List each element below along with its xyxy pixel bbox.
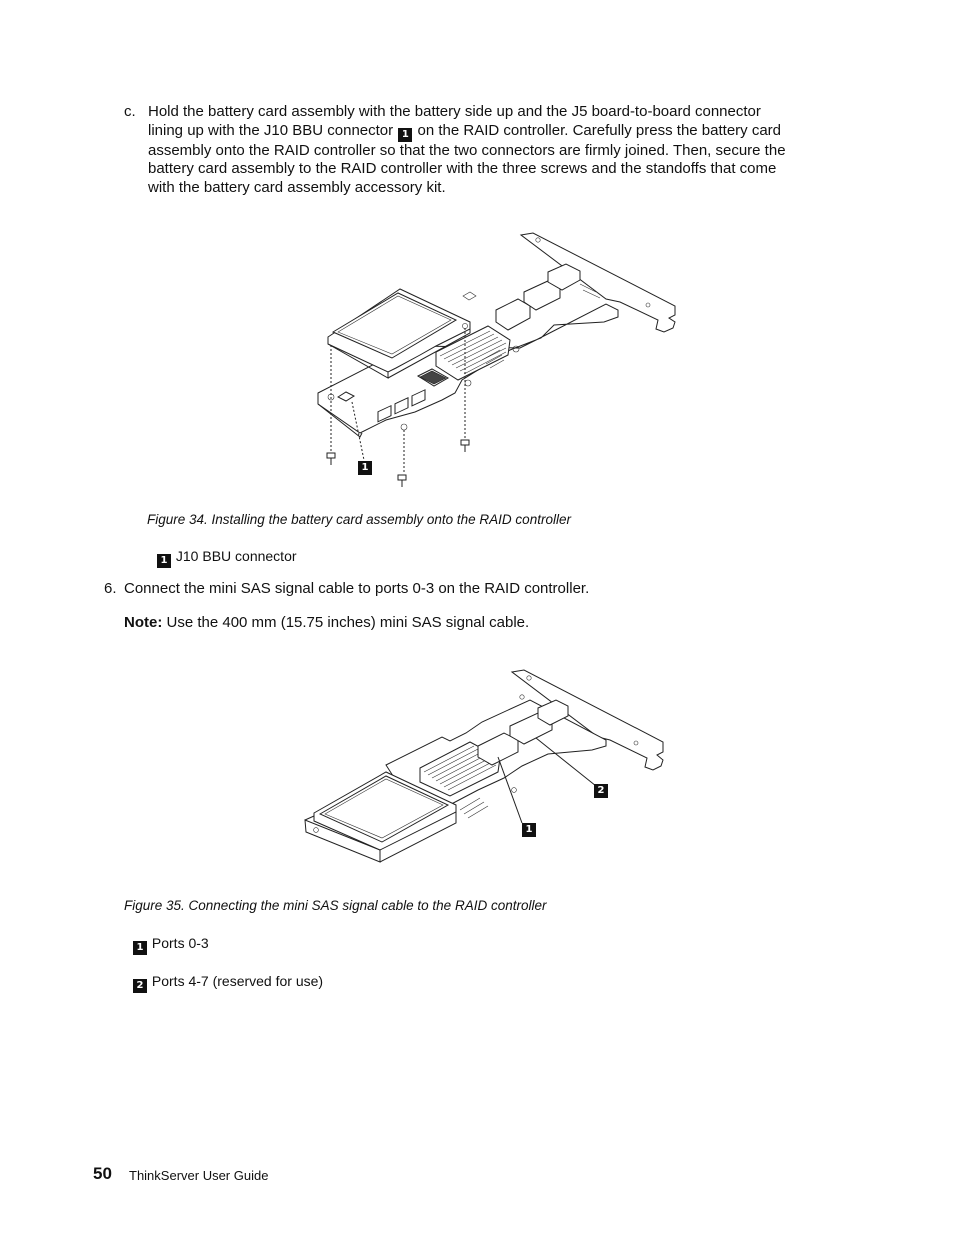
figure-35-callout-1: 1 — [522, 823, 536, 837]
step-6-marker: 6. — [104, 580, 117, 597]
legend-badge-2: 2 — [133, 979, 147, 993]
figure-34-caption: Figure 34. Installing the battery card assembly onto the RAID controller — [147, 512, 571, 527]
figure-35-legend-item-2 — [132, 973, 323, 993]
legend-badge-1: 1 — [133, 941, 147, 955]
step-c-line-4: battery card assembly to the RAID controller with the three screws and the standoffs that come — [148, 160, 777, 178]
step-6-text: Connect the mini SAS signal cable to ports 0-3 on the RAID controller. — [124, 580, 590, 597]
legend-text-2: Ports 4-7 (reserved for use) — [151, 973, 324, 989]
note-label: Note: — [124, 614, 163, 631]
step-c-line-2-start: lining up with the J10 BBU connector — [148, 121, 394, 139]
figure-35-legend-item-1 — [132, 935, 209, 955]
step-c-line-2-end: on the RAID controller. Carefully press the battery card — [417, 121, 782, 139]
legend-text: J10 BBU connector — [175, 548, 297, 564]
step-c-line-1: Hold the battery card assembly with the battery side up and the J5 board-to-board connector — [148, 103, 761, 120]
figure-34-callout-1: 1 — [358, 461, 372, 475]
legend-badge-1: 1 — [157, 554, 171, 568]
step-c-line-3: assembly onto the RAID controller so that the two connectors are firmly joined. Then, secure the — [148, 141, 786, 159]
callout-badge-1: 1 — [398, 128, 412, 142]
figure-35-callout-2: 2 — [594, 784, 608, 798]
step-c-line-5: with the battery card assembly accessory kit. — [148, 179, 446, 197]
figure-35-caption: Figure 35. Connecting the mini SAS signal cable to the RAID controller — [124, 898, 547, 913]
footer-title: ThinkServer User Guide — [129, 1168, 269, 1183]
page-number: 50 — [93, 1164, 112, 1183]
step-c-marker: c. — [124, 103, 136, 120]
note-text: Use the 400 mm (15.75 inches) mini SAS signal cable. — [166, 614, 530, 631]
legend-text-1: Ports 0-3 — [151, 935, 209, 951]
